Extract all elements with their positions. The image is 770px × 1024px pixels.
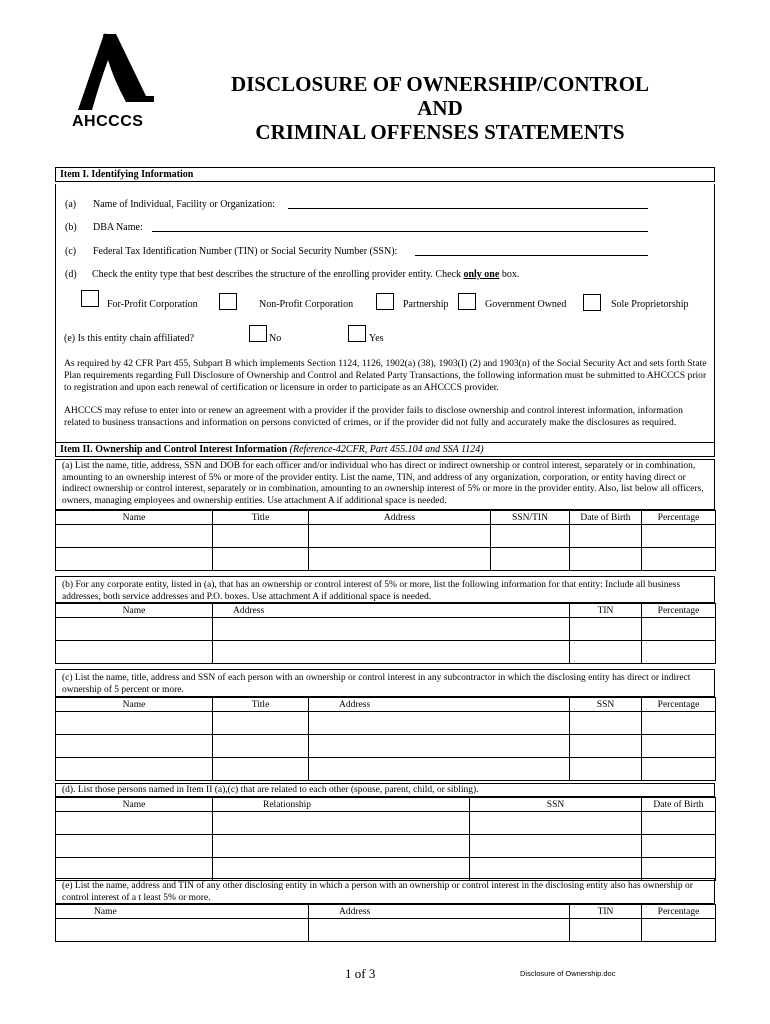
item2b-instructions: (b) For any corporate entity, listed in (a), that has an ownership or control interest of 5% or more, list the following information for that entity: Include all business addresses, both service addresses and P.O. boxes. Use attachment A if additional space is needed. — [55, 576, 715, 603]
chain-yes-label: Yes — [369, 333, 384, 344]
document-filename: Disclosure of Ownership.doc — [520, 969, 616, 978]
item-c-letter: (c) — [65, 246, 77, 257]
item2e-instructions: (e) List the name, address and TIN of any other disclosing entity in which a person with an ownership or control interest in the disclosing entity also has ownership or control interest of a t least 5% or more. — [55, 878, 715, 904]
column-percentage: Percentage — [642, 698, 716, 712]
column-dob: Date of Birth — [570, 511, 642, 525]
item2a-instructions: (a) List the name, title, address, SSN and DOB for each officer and/or individual who has direct or indirect ownership or control interest, separately or in combination, amounting to an ownership interest of 5% or more of the provider entity. List the name, TIN, and address of any organization, corporation, or entity having direct or indirect ownership or control interest, separately or in combination, amounting to an ownership interest of 5% or more in the provider entity. Also, list below all officers, owners, managing employees and ownership entities. Use attachment A if additional space is needed. — [55, 459, 715, 510]
dba-name-field[interactable] — [152, 231, 648, 232]
column-ssn-tin: SSN/TIN — [491, 511, 570, 525]
column-ssn: SSN — [570, 698, 642, 712]
chain-affiliated-label: (e) Is this entity chain affiliated? — [64, 333, 195, 344]
chain-no-label: No — [269, 333, 282, 344]
table-row — [56, 758, 716, 781]
item-b-letter: (b) — [65, 222, 77, 233]
item2-heading: Item II. Ownership and Control Interest Information (Reference-42CFR, Part 455.104 and SSA 1124) — [55, 442, 715, 457]
column-percentage: Percentage — [642, 604, 716, 618]
column-name: Name — [56, 604, 213, 618]
table-row — [56, 735, 716, 758]
table-row — [56, 712, 716, 735]
non-profit-checkbox[interactable] — [219, 293, 237, 310]
column-ssn: SSN — [470, 798, 642, 812]
page-number: 1 of 3 — [345, 966, 376, 981]
government-owned-label: Government Owned — [485, 299, 567, 310]
item2b-table — [55, 603, 716, 664]
table-row — [56, 525, 716, 548]
item-b-label: DBA Name: — [93, 222, 143, 233]
table-row — [56, 835, 716, 858]
item2c-instructions: (c) List the name, title, address and SSN of each person with an ownership or control interest in any subcontractor in which the disclosing entity has direct or indirect ownership of 5 percent or more. — [55, 669, 715, 697]
column-name: Name — [56, 905, 309, 919]
refusal-paragraph: AHCCCS may refuse to enter into or renew an agreement with a provider if the provider fails to disclose ownership and control interest information, information related to business transactions and information on persons convicted of crimes, or if the provider did not fully and accurately make the disclosures as required. — [64, 405, 683, 428]
chain-no-checkbox[interactable] — [249, 325, 267, 342]
page-title: DISCLOSURE OF OWNERSHIP/CONTROL AND CRIMINAL OFFENSES STATEMENTS — [230, 72, 650, 144]
sole-proprietorship-label: Sole Proprietorship — [611, 299, 689, 310]
item1-heading: Item I. Identifying Information — [55, 167, 715, 182]
column-dob: Date of Birth — [642, 798, 716, 812]
column-address: Address — [213, 604, 570, 618]
tin-ssn-field[interactable] — [415, 255, 648, 256]
government-owned-checkbox[interactable] — [458, 293, 476, 310]
column-name: Name — [56, 798, 213, 812]
item-a-letter: (a) — [65, 199, 77, 210]
item2a-table — [55, 510, 716, 571]
partnership-checkbox[interactable] — [376, 293, 394, 310]
table-row — [56, 641, 716, 664]
table-row — [56, 812, 716, 835]
item-d-label: Check the entity type that best describes the structure of the enrolling provider entity. Check only one box. — [92, 269, 520, 280]
item-d-letter: (d) — [65, 269, 77, 280]
column-address: Address — [309, 905, 570, 919]
item2e-table — [55, 904, 716, 942]
regulation-paragraph: As required by 42 CFR Part 455, Subpart B which implements Section 1124, 1126, 1902(a) (38), 1903(I) (2) and 1903(n) of the Social Security Act and sets forth State Plan requirements regarding Full Disclosure of Ownership and Control and Related Party Transactions, the following information must be submitted to AHCCCS prior to registration and upon each renewal of certification or licensure in order to participate as an AHCCCS provider. — [64, 358, 707, 393]
column-percentage: Percentage — [642, 511, 716, 525]
non-profit-label: Non-Profit Corporation — [259, 299, 354, 310]
column-name: Name — [56, 698, 213, 712]
partnership-label: Partnership — [403, 299, 449, 310]
column-tin: TIN — [570, 905, 642, 919]
table-row — [56, 548, 716, 571]
column-title: Title — [213, 511, 309, 525]
column-title: Title — [213, 698, 309, 712]
table-row — [56, 919, 716, 942]
organization-name-field[interactable] — [288, 208, 648, 209]
item2c-table — [55, 697, 716, 781]
column-relationship: Relationship — [213, 798, 470, 812]
table-row — [56, 618, 716, 641]
for-profit-checkbox[interactable] — [81, 290, 99, 307]
item2d-table — [55, 797, 716, 881]
logo-text: AHCCCS — [72, 113, 144, 130]
ahcccs-logo — [64, 30, 160, 140]
item2d-instructions: (d). List those persons named in Item II (a),(c) that are related to each other (spouse, parent, child, or sibling). — [55, 783, 715, 797]
column-address: Address — [309, 698, 570, 712]
for-profit-label: For-Profit Corporation — [107, 299, 198, 310]
column-percentage: Percentage — [642, 905, 716, 919]
chain-yes-checkbox[interactable] — [348, 325, 366, 342]
sole-proprietorship-checkbox[interactable] — [583, 294, 601, 311]
ahcccs-logo-mark — [64, 30, 160, 112]
column-name: Name — [56, 511, 213, 525]
column-address: Address — [309, 511, 491, 525]
item-a-label: Name of Individual, Facility or Organization: — [93, 199, 275, 210]
column-tin: TIN — [570, 604, 642, 618]
item-c-label: Federal Tax Identification Number (TIN) or Social Security Number (SSN): — [93, 246, 398, 257]
